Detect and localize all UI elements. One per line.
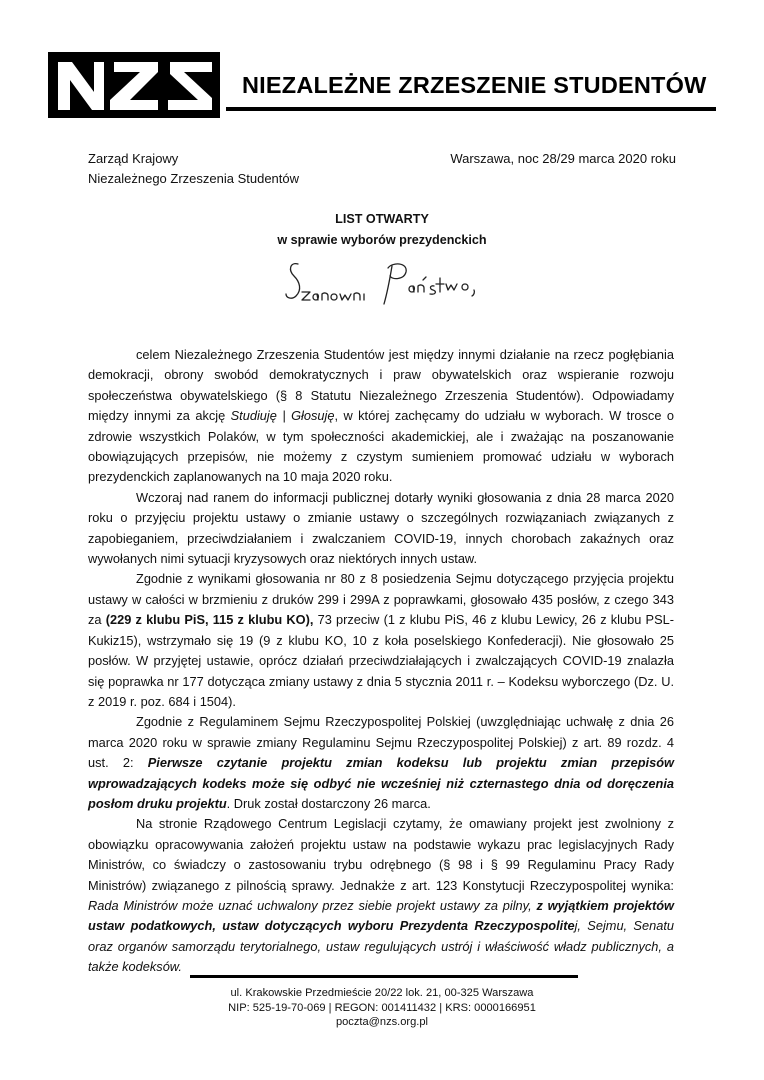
paragraph-3 [88, 569, 674, 712]
footer-email: poczta@nzs.org.pl [335, 1016, 429, 1029]
paragraph-2: Wczoraj nad ranem do informacji publicznej dotarły wyniki głosowania z dnia 28 marca 2020 roku o przyjęciu projektu ustawy o zmianie ustawy o szczególnych rozwiązaniach związanych z zapobieganiem, przeciwdziałaniem i zwalczaniem COVID-19, innych chorobach zakaźnych oraz wywołanych nimi sytuacji kryzysowych oraz niektórych innych ustaw. [88, 489, 674, 567]
paragraph-3-text-a: Zgodnie z wynikami głosowania nr 80 z 8 posiedzenia Sejmu dotyczącego przyjęcia projektu ustawy w całości w brzmieniu z druków 299 i 299A z poprawkami, głosowało 435 posłów, z czego 343 za [88, 571, 674, 628]
paragraph-4-text-c: . Druk został dostarczony 26 marca. [226, 795, 431, 811]
footer-registration: NIP: 525-19-70-069 | REGON: 001411432 | KRS: 0000166951 [228, 1001, 536, 1014]
footer [0, 986, 764, 1030]
paragraph-5-quote-end: j, Sejmu, Senatu oraz organów samorządu terytorialnego, ustaw regulujących ustrój i właściwość władz publicznych, a także kodeksów. [88, 918, 674, 975]
paragraph-5-quote-start: Rada Ministrów może uznać uchwalony przez siebie projekt ustawy za pilny, [88, 897, 537, 913]
paragraph-4 [88, 712, 674, 814]
sender-line-1: Zarząd Krajowy [88, 151, 179, 166]
title-line-2: w sprawie wyborów prezydenckich [277, 233, 487, 247]
paragraph-4-quote: Pierwsze czytanie projektu zmian kodeksu lub projektu zmian przepisów wprowadzających kodeks może się odbyć nie wcześniej niż czternastego dnia od doręczenia posłom druku projektu [88, 755, 674, 811]
paragraph-4-text-a: Zgodnie z Regulaminem Sejmu Rzeczypospolitej Polskiej (uwzględniając uchwałę z dnia 26 marca 2020 roku w sprawie zmiany Regulaminu Sejmu Rzeczypospolitej Polskiej) z art. 89 rozdz. 4 ust. 2: [88, 714, 674, 771]
letter-body [88, 345, 674, 978]
paragraph-3-text-c: 73 przeciw (1 z klubu PiS, 46 z klubu Lewicy, 26 z klubu PSL-Kukiz15), wstrzymało się 19 (9 z klubu KO, 10 z koła poselskiego Konfederacji). Nie głosowało 25 posłów. W przyjętej ustawie, oprócz działań przeciwdziałających i zwalczających COVID-19 znalazła się poprawka nr 177 dotycząca zmiany ustawy z dnia 5 stycznia 2011 r. – Kodeksu wyborczego (Dz. U. z 2019 r. poz. 684 i 1504). [88, 612, 674, 709]
handwritten-salutation [284, 256, 494, 312]
header-divider [226, 107, 716, 111]
paragraph-3-bold: (229 z klubu PiS, 115 z klubu KO), [105, 612, 314, 628]
paragraph-1 [88, 345, 674, 488]
paragraph-5 [88, 814, 674, 977]
letter-title [0, 209, 764, 251]
paragraph-1-text-c: , w której zachęcamy do udziału w wyborach. W trosce o zdrowie wszystkich Polaków, w tym społeczności akademickiej, ale i zważając na poszanowanie obowiązujących przepisów, nie możemy z czystym sumieniem promować udziału w wyborach prezydenckich zaplanowanych na 10 maja 2020 roku. [88, 408, 674, 485]
footer-address: ul. Krakowskie Przedmieście 20/22 lok. 21, 00-325 Warszawa [230, 987, 534, 999]
paragraph-5-quote-bold: z wyjątkiem projektów ustaw podatkowych, ustaw dotyczących wyboru Prezydenta Rzeczypospolite [88, 897, 674, 934]
paragraph-1-text-a: celem Niezależnego Zrzeszenia Studentów jest między innymi działanie na rzecz pogłębiania demokracji, obrony swobód demokratycznych i praw obywatelskich oraz wspieranie rozwoju społeczeństwa obywatelskiego (§ 8 Statutu Niezależnego Zrzeszenia Studentów). Odpowiadamy między innymi za akcję [88, 347, 674, 424]
sender-block [88, 149, 299, 189]
paragraph-5-text-a: Na stronie Rządowego Centrum Legislacji czytamy, że omawiany projekt jest zwolniony z obowiązku opracowywania założeń projektu ustaw na podstawie wykazu prac legislacyjnych Rady Ministrów, co świadczy o zastosowaniu trybu odrębnego (§ 98 i § 99 Regulaminu Pracy Rady Ministrów) związanego z pilnością sprawy. Jednakże z art. 123 Konstytucji Rzeczypospolitej wynika: [88, 816, 674, 893]
nzs-logo [48, 52, 220, 118]
footer-divider [190, 975, 578, 978]
place-date: Warszawa, noc 28/29 marca 2020 roku [450, 151, 676, 166]
title-line-1: LIST OTWARTY [335, 212, 429, 226]
organization-name: NIEZALEŻNE ZRZESZENIE STUDENTÓW [242, 72, 707, 98]
sender-line-2: Niezależnego Zrzeszenia Studentów [88, 171, 300, 186]
campaign-name: Studiuję | Głosuję [230, 408, 335, 424]
